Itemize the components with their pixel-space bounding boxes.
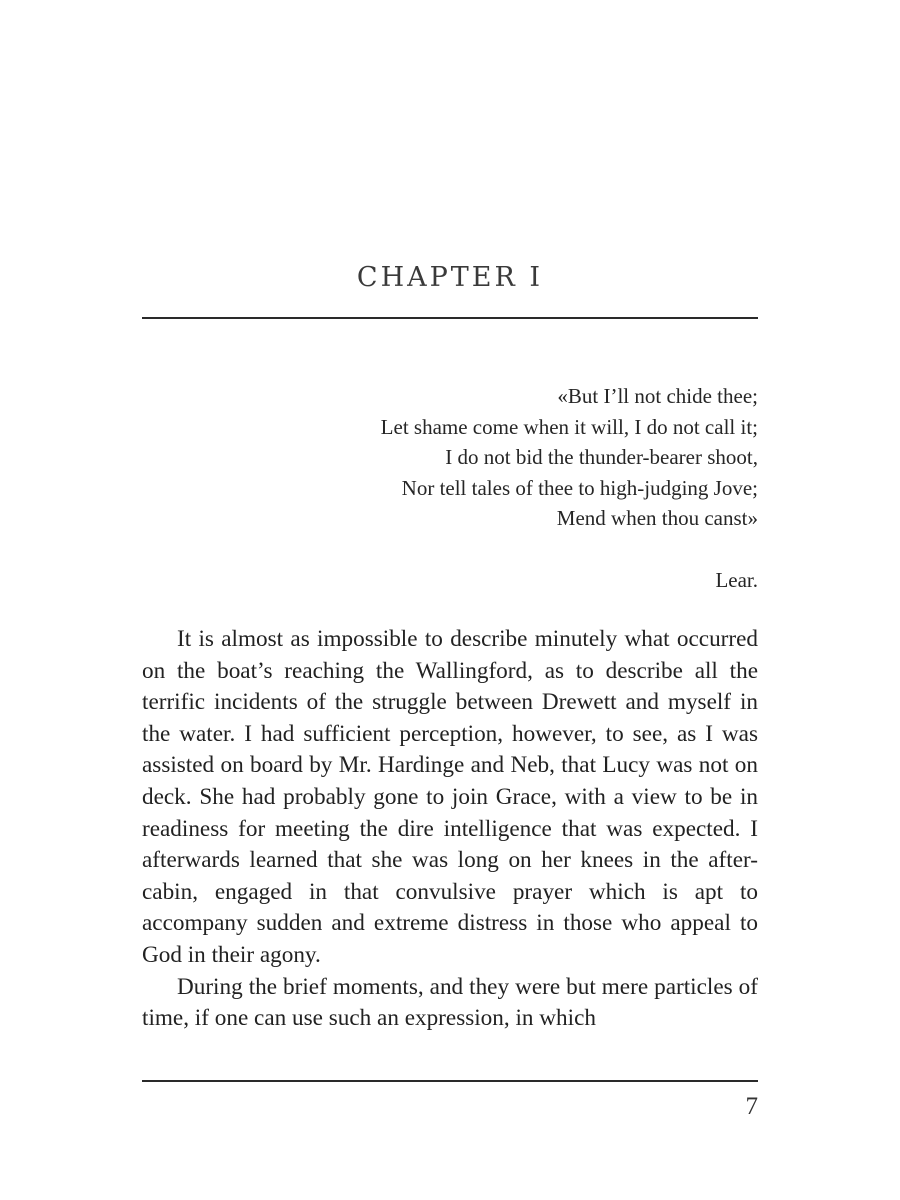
epigraph-line: «But I’ll not chide thee; — [557, 384, 758, 408]
page-number: 7 — [745, 1093, 758, 1120]
epigraph-attribution: Lear. — [715, 568, 758, 592]
epigraph-line: I do not bid the thunder-bearer shoot, — [445, 445, 758, 469]
footer-rule — [142, 1080, 758, 1082]
epigraph-line: Let shame come when it will, I do not call it; — [380, 414, 758, 439]
epigraph — [381, 381, 758, 534]
header-rule — [142, 317, 758, 319]
paragraph: It is almost as impossible to describe minutely what occurred on the boat’s reaching the Wallingford, as to describe all the terrific incidents of the struggle between Drewett and myself in the water. I had sufficient perception, however, to see, as I was assisted on board by Mr. Hardinge and Neb, that Lucy was not on deck. She had probably gone to join Grace, with a view to be in readiness for meeting the dire intelligence that was expected. I afterwards learned that she was long on her knees in the after-cabin, engaged in that convulsive prayer which is apt to accompany sudden and extreme distress in those who appeal to God in their agony. — [142, 626, 758, 968]
epigraph-line: Nor tell tales of thee to high-judging Jove; — [401, 475, 758, 500]
epigraph-line: Mend when thou canst» — [556, 506, 758, 530]
body-text — [142, 624, 758, 1035]
chapter-title: CHAPTER I — [356, 262, 544, 293]
paragraph: During the brief moments, and they were but mere particles of time, if one can use such an expression, in which — [142, 973, 758, 1032]
